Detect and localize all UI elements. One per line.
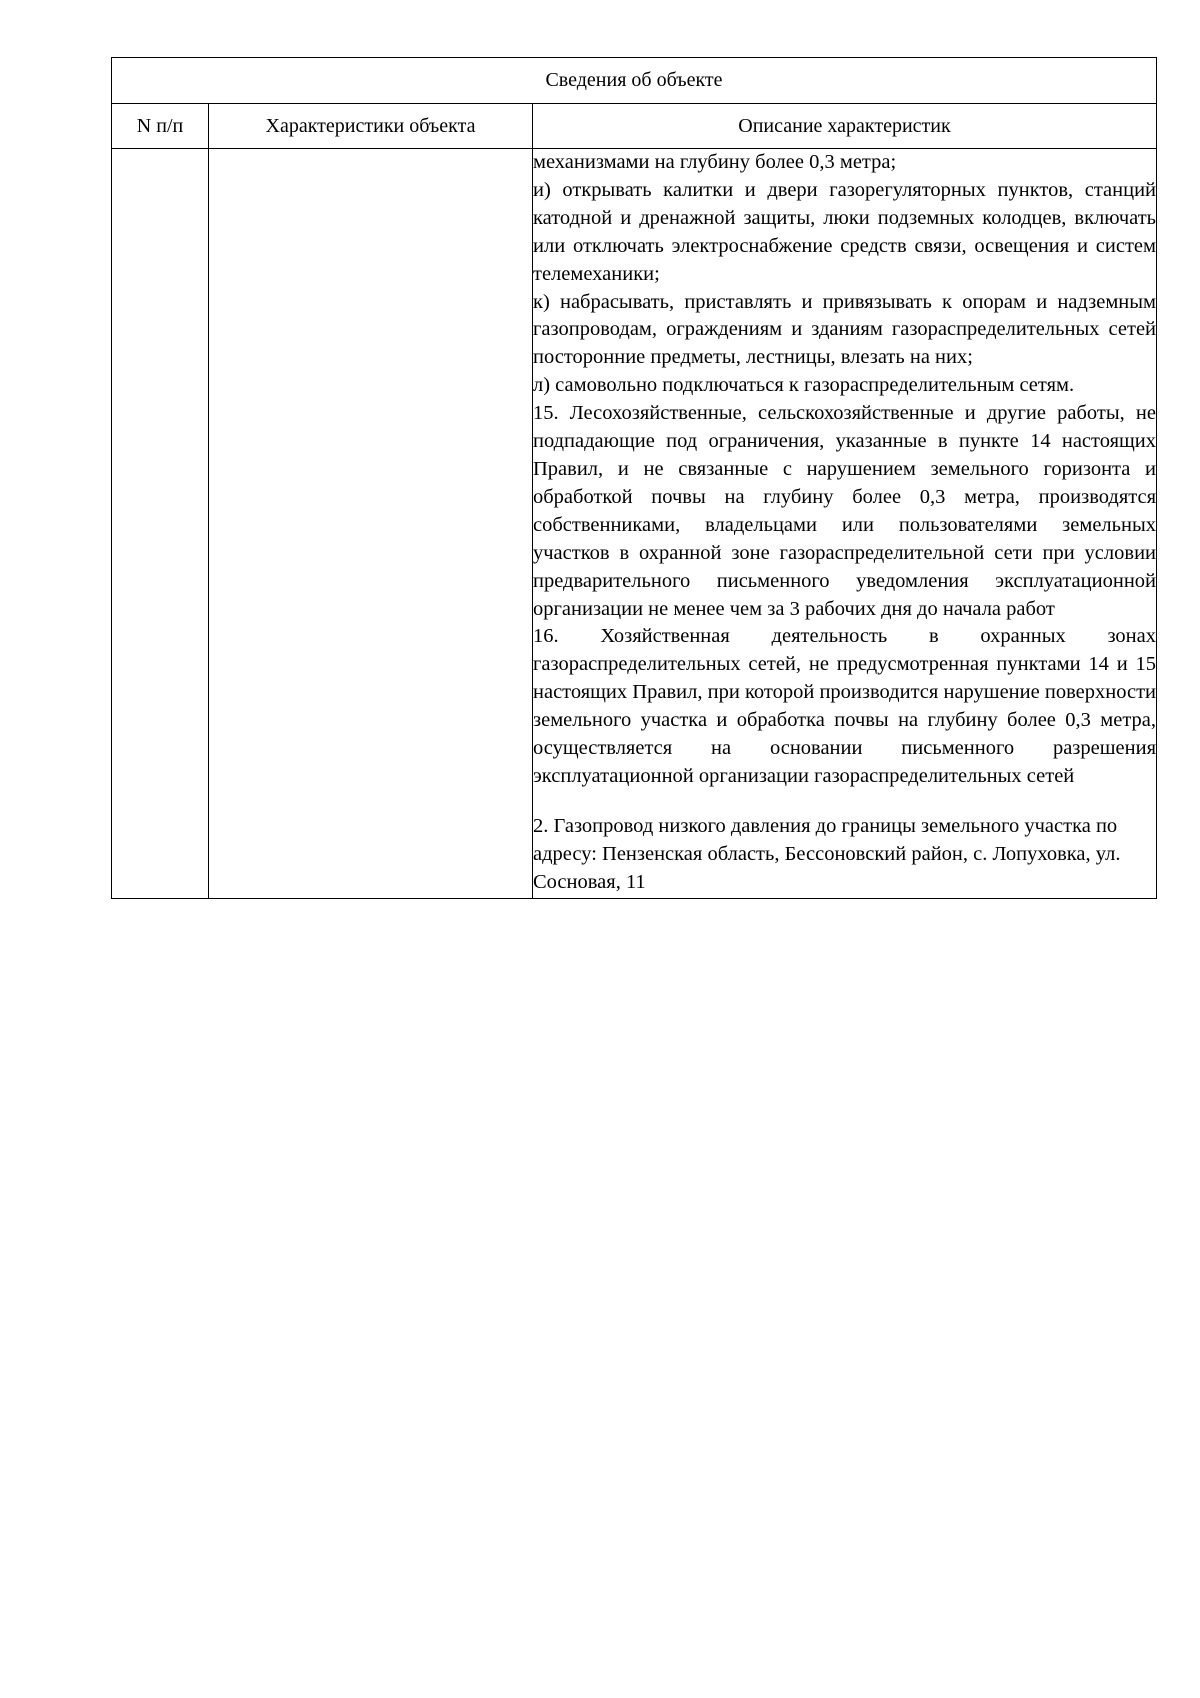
cell-description — [533, 149, 1157, 899]
object-info-table — [111, 57, 1157, 899]
address-text: 2. Газопровод низкого давления до границы земельного участка по адресу: Пензенская область, Бессоновский район, с. Лопуховка, ул. Сосновая, 11 — [533, 814, 1121, 893]
table-title: Сведения об объекте — [112, 58, 1157, 104]
description-text: механизмами на глубину более 0,3 метра; и) открывать калитки и двери газорегуляторных пунктов, станций катодной и дренажной защиты, люки подземных колодцев, включать или отключать электроснабжение средств связи, освещения и систем телемеханики; к) набрасывать, приставлять и привязывать к опорам и надземным газопроводам, ограждениям и зданиям газораспределительных сетей посторонние предметы, лестницы, влезать на них; л) самовольно подключаться к газораспределительным сетям. 15. Лесохозяйственные, сельскохозяйственные и другие работы, не подпадающие под ограничения, указанные в пункте 14 настоящих Правил, и не связанные с нарушением земельного горизонта и обработкой почвы на глубину более 0,3 метра, производятся собственниками, владельцами или пользователями земельных участков в охранной зоне газораспределительной сети при условии предварительного письменного уведомления эксплуатационной организации не менее чем за 3 рабочих дня до начала работ 16. Хозяйственная деятельность в охранных зонах газораспределительных сетей, не предусмотренная пунктами 14 и 15 настоящих Правил, при которой производится нарушение поверхности земельного участка и обработка почвы на глубину более 0,3 метра, осуществляется на основании письменного разрешения эксплуатационной организации газораспределительных сетей — [533, 151, 1157, 787]
table-title-row — [112, 58, 1157, 104]
cell-number — [112, 149, 209, 899]
header-number: N п/п — [112, 104, 209, 149]
table-row — [112, 149, 1157, 899]
header-characteristics: Характеристики объекта — [209, 104, 533, 149]
header-description: Описание характеристик — [533, 104, 1157, 149]
cell-characteristics — [209, 149, 533, 899]
table-header-row — [112, 104, 1157, 149]
